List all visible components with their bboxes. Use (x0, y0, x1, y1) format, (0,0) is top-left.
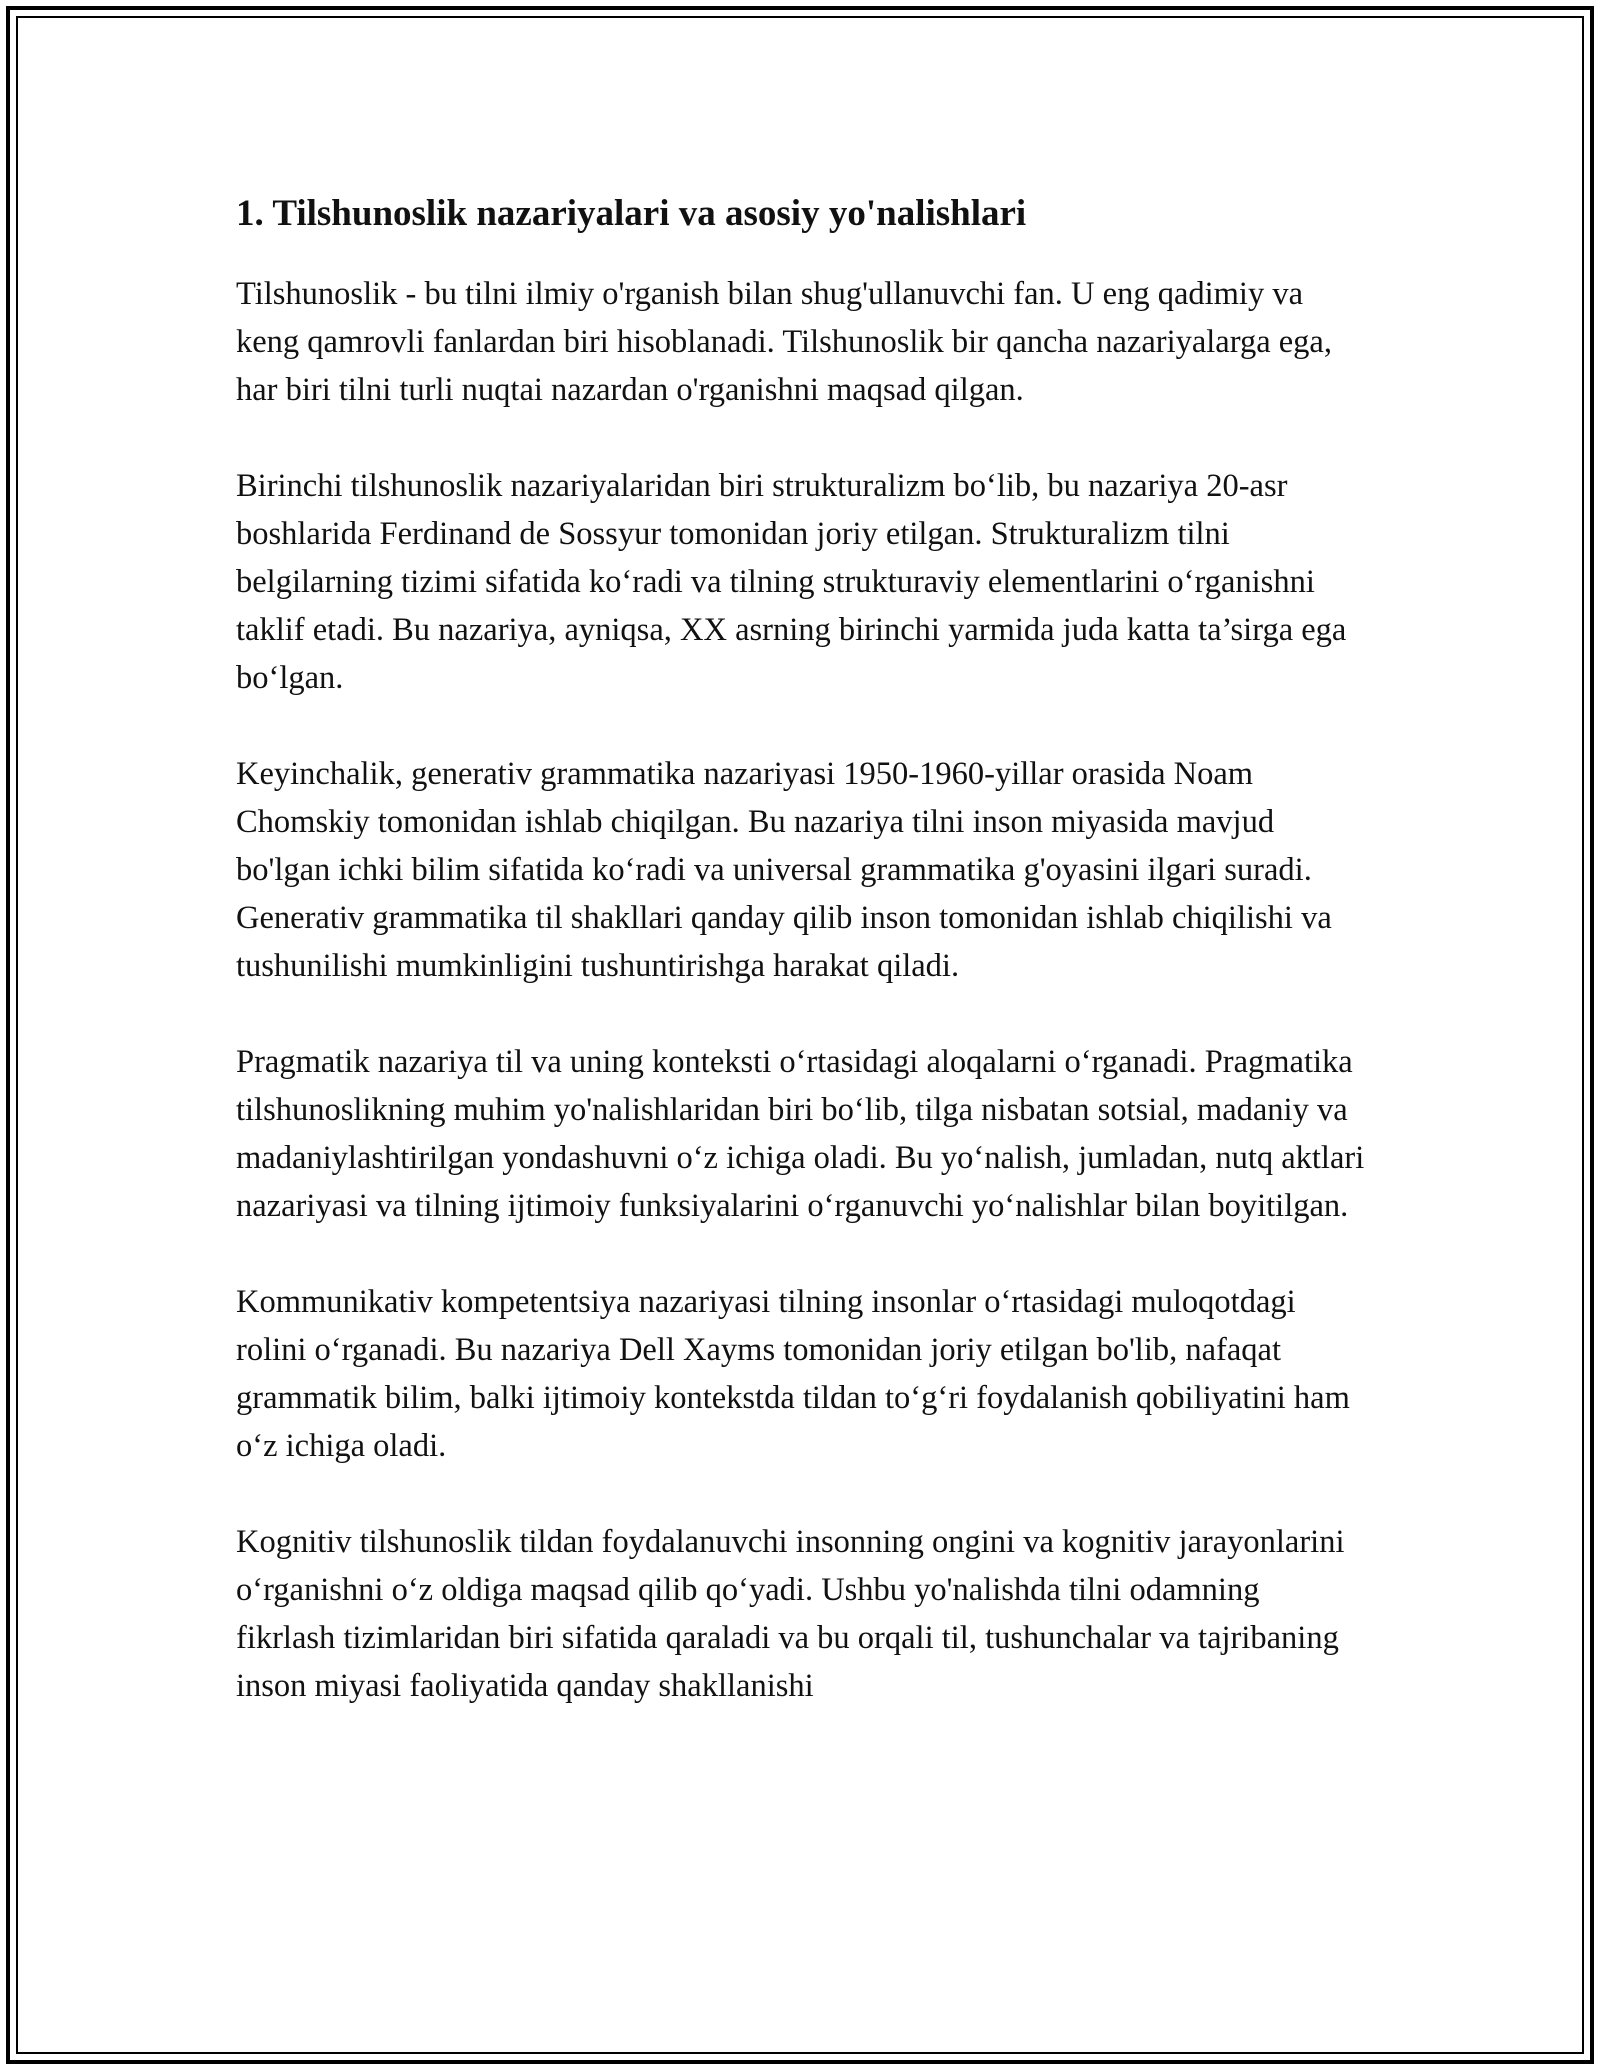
paragraph-structuralism: Birinchi tilshunoslik nazariyalaridan biri strukturalizm bo‘lib, bu nazariya 20-asr boshlarida Ferdinand de Sossyur tomonidan joriy etilgan. Strukturalizm tilni belgilarning tizimi sifatida ko‘radi va tilning strukturaviy elementlarini o‘rganishni taklif etadi. Bu nazariya, ayniqsa, XX asrning birinchi yarmida juda katta ta’sirga ega bo‘lgan. (236, 468, 1347, 696)
paragraph-generative-grammar: Keyinchalik, generativ grammatika nazariyasi 1950-1960-yillar orasida Noam Chomskiy tomonidan ishlab chiqilgan. Bu nazariya tilni inson miyasida mavjud bo'lgan ichki bilim sifatida ko‘radi va universal grammatika g'oyasini ilgari suradi. Generativ grammatika til shakllari qanday qilib inson tomonidan ishlab chiqilishi va tushunilishi mumkinligini tushuntirishga harakat qiladi. (236, 756, 1332, 984)
paragraph-cognitive-linguistics: Kognitiv tilshunoslik tildan foydalanuvchi insonning ongini va kognitiv jarayonlarini o‘rganishni o‘z oldiga maqsad qilib qo‘yadi. Ushbu yo'nalishda tilni odamning fikrlash tizimlaridan biri sifatida qaraladi va bu orqali til, tushunchalar va tajribaning inson miyasi faoliyatida qanday shakllanishi (236, 1524, 1345, 1704)
paragraph-pragmatics: Pragmatik nazariya til va uning konteksti o‘rtasidagi aloqalarni o‘rganadi. Pragmatika tilshunoslikning muhim yo'nalishlaridan biri bo‘lib, tilga nisbatan sotsial, madaniy va madaniylashtirilgan yondashuvni o‘z ichiga oladi. Bu yo‘nalish, jumladan, nutq aktlari nazariyasi va tilning ijtimoiy funksiyalarini o‘rganuvchi yo‘nalishlar bilan boyitilgan. (236, 1044, 1365, 1224)
section-heading: 1. Tilshunoslik nazariyalari va asosiy yo'nalishlari (236, 193, 1027, 234)
paragraph-intro: Tilshunoslik - bu tilni ilmiy o'rganish bilan shug'ullanuvchi fan. U eng qadimiy va keng qamrovli fanlardan biri hisoblanadi. Tilshunoslik bir qancha nazariyalarga ega, har biri tilni turli nuqtai nazardan o'rganishni maqsad qilgan. (236, 276, 1332, 408)
document-body (236, 188, 1366, 1710)
paragraph-communicative-competence: Kommunikativ kompetentsiya nazariyasi tilning insonlar o‘rtasidagi muloqotdagi rolini o‘rganadi. Bu nazariya Dell Xayms tomonidan joriy etilgan bo'lib, nafaqat grammatik bilim, balki ijtimoiy kontekstda tildan to‘g‘ri foydalanish qobiliyatini ham o‘z ichiga oladi. (236, 1284, 1350, 1464)
